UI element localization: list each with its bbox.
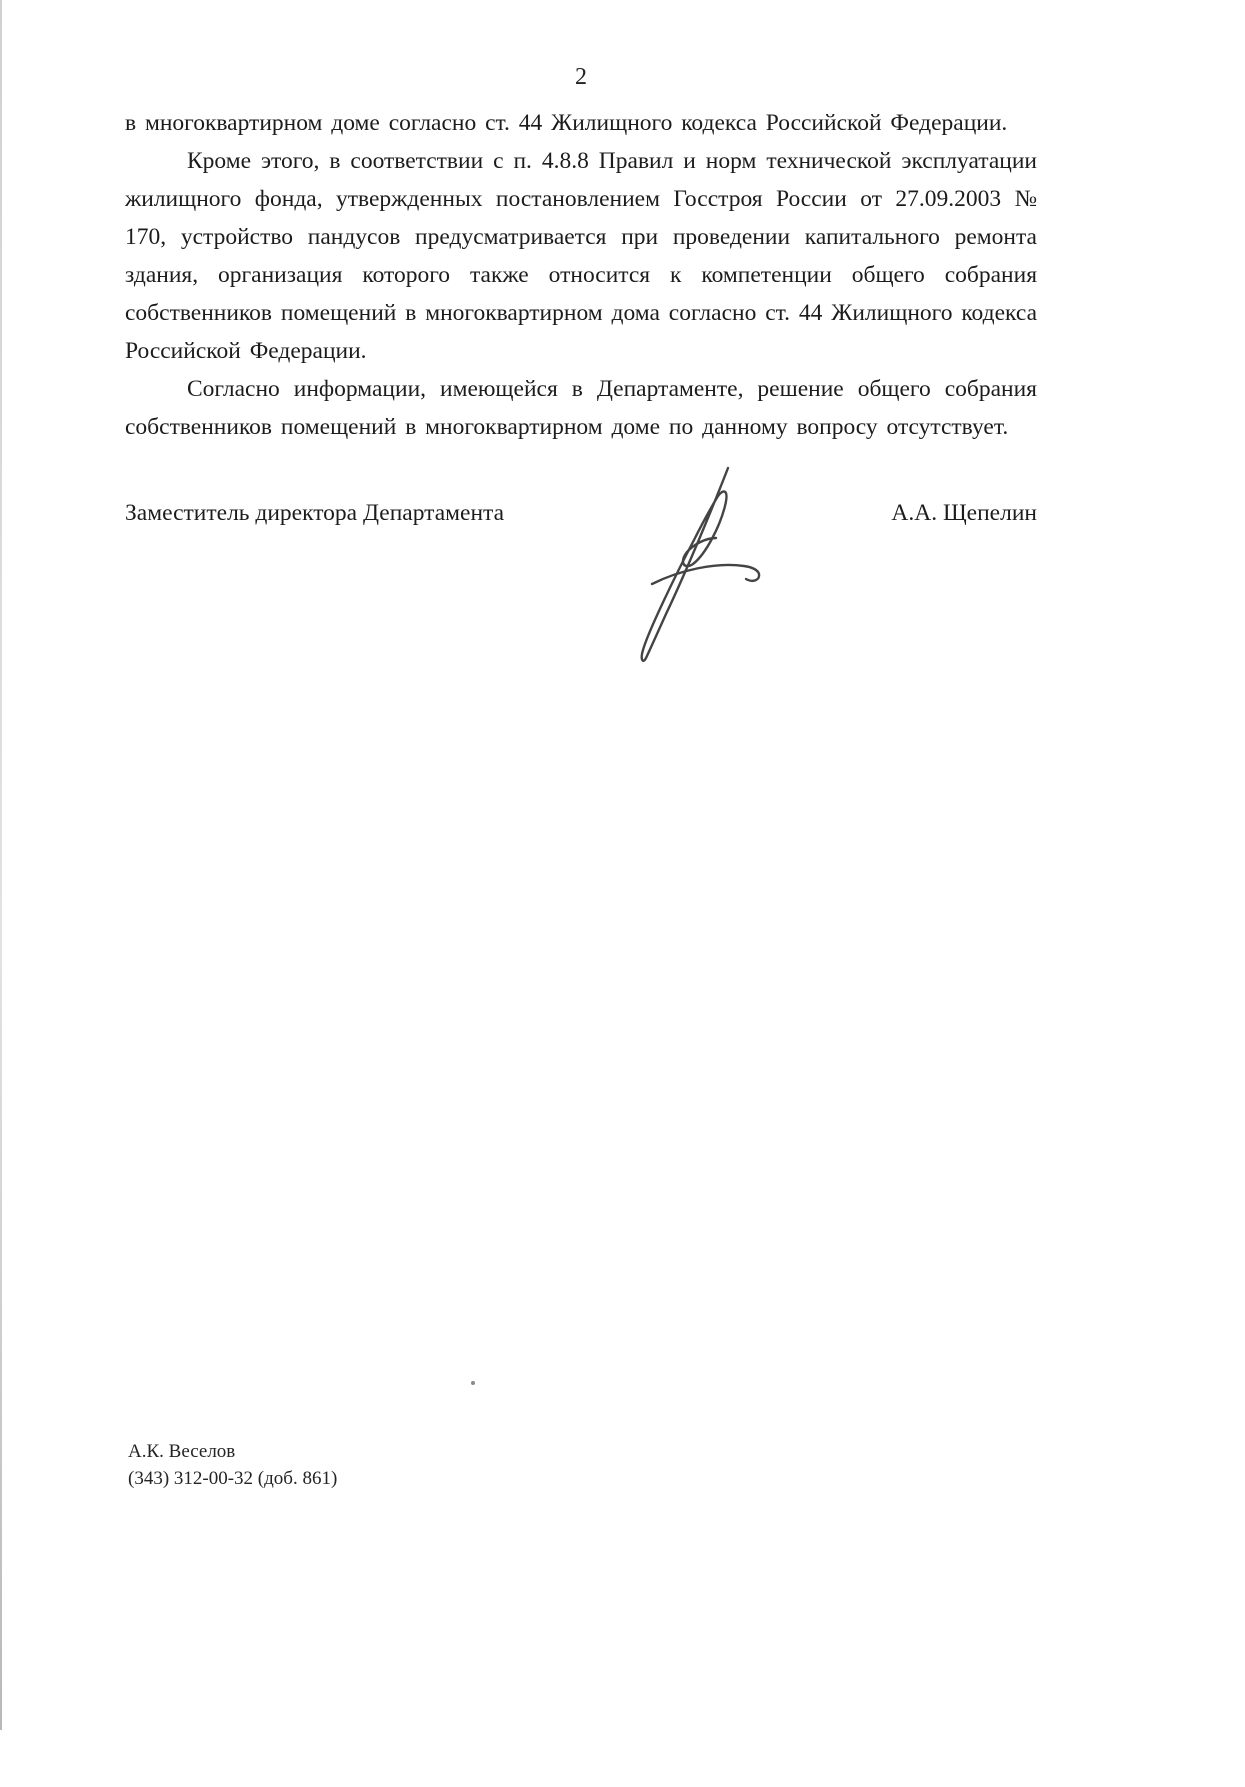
executor-phone: (343) 312-00-32 (доб. 861) — [128, 1468, 338, 1489]
scan-edge-artifact — [0, 0, 2, 1730]
signatory-name: А.А. Щепелин — [891, 500, 1037, 526]
handwritten-signature-icon — [632, 462, 767, 667]
paragraph-continuation: в многоквартирном доме согласно ст. 44 Жилищного кодекса Российской Федерации. — [125, 110, 1008, 136]
paragraph-krome-etogo: Кроме этого, в соответствии с п. 4.8.8 Правил и норм технической эксплуатации жилищного фонда, утвержденных постановлением Госстроя России от 27.09.2003 № 170, устройство пандусов предусматривается при проведении капитального ремонта здания, организация которого также относится к компетенции общего собрания собственников помещений в многоквартирном дома согласно ст. 44 Жилищного кодекса Российской Федерации. — [125, 148, 1037, 364]
letter-body — [125, 104, 1037, 446]
executor-footer — [128, 1438, 337, 1492]
executor-name: А.К. Веселов — [128, 1441, 236, 1462]
scan-speck — [471, 1381, 475, 1385]
signature-block — [125, 500, 1037, 527]
signatory-position: Заместитель директора Департамента — [125, 500, 505, 526]
page-number: 2 — [575, 64, 587, 90]
paragraph-soglasno-informacii: Согласно информации, имеющейся в Департаменте, решение общего собрания собственников помещений в многоквартирном доме по данному вопросу отсутствует. — [125, 376, 1037, 440]
